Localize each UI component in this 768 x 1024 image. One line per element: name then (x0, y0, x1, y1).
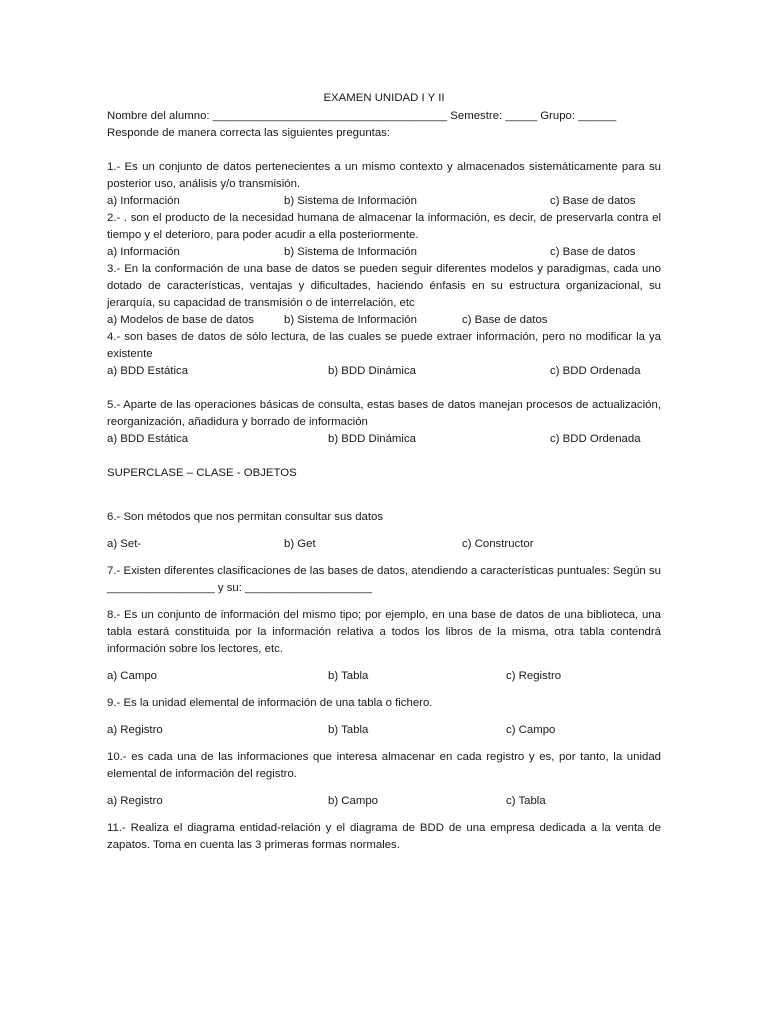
instructions: Responde de manera correcta las siguientes preguntas: (107, 127, 391, 139)
option-c: c) BDD Ordenada (550, 433, 641, 445)
question-6-options (107, 536, 661, 553)
question-7: 7.- Existen diferentes clasificaciones de las bases de datos, atendiendo a características puntuales: Según su _________________ y su: ____________________ (107, 565, 661, 594)
option-b: b) BDD Dinámica (328, 433, 416, 445)
question-9-options (107, 722, 661, 739)
question-11: 11.- Realiza el diagrama entidad-relación y el diagrama de BDD de una empresa dedicada a la venta de zapatos. Toma en cuenta las 3 primeras formas normales. (107, 822, 661, 851)
student-info-line: Nombre del alumno: _____________________________________ Semestre: _____ Grupo: ______ (107, 110, 617, 122)
option-c: c) Base de datos (462, 314, 548, 326)
option-a: a) Set- (107, 538, 142, 550)
option-b: b) Tabla (328, 670, 369, 682)
question-2: 2.- . son el producto de la necesidad humana de almacenar la información, es decir, de preservarla contra el tiempo y el deterioro, para poder acudir a ella posteriormente. (107, 212, 661, 241)
question-3: 3.- En la conformación de una base de datos se pueden seguir diferentes modelos y paradigmas, cada uno dotado de características, ventajas y dificultades, haciendo énfasis en su estructura organizacional, su jerarquía, su capacidad de transmisión o de interrelación, etc (107, 263, 661, 309)
question-4: 4.- son bases de datos de sólo lectura, de las cuales se puede extraer información, pero no modificar la ya existente (107, 331, 661, 360)
option-c: c) Campo (506, 724, 556, 736)
option-b: b) Tabla (328, 724, 369, 736)
question-3-options (107, 312, 661, 329)
question-1-options (107, 193, 661, 210)
option-a: a) Información (107, 195, 180, 207)
option-a: a) Modelos de base de datos (107, 314, 254, 326)
option-b: b) Campo (328, 795, 379, 807)
question-10: 10.- es cada una de las informaciones que interesa almacenar en cada registro y es, por tanto, la unidad elemental de información del registro. (107, 751, 661, 780)
question-4-options (107, 363, 661, 380)
option-c: c) Registro (506, 670, 562, 682)
option-b: b) Get (284, 538, 316, 550)
option-a: a) BDD Estática (107, 433, 189, 445)
question-6: 6.- Son métodos que nos permitan consultar sus datos (107, 511, 384, 523)
option-c: c) Base de datos (550, 195, 636, 207)
option-a: a) Campo (107, 670, 158, 682)
question-5-options (107, 431, 661, 448)
question-1: 1.- Es un conjunto de datos pertenecientes a un mismo contexto y almacenados sistemáticamente para su posterior uso, análisis y/o transmisión. (107, 161, 661, 190)
question-9: 9.- Es la unidad elemental de información de una tabla o fichero. (107, 697, 433, 709)
exam-title: EXAMEN UNIDAD I Y II (323, 92, 445, 104)
exam-page (107, 90, 661, 854)
option-c: c) Tabla (506, 795, 546, 807)
option-b: b) BDD Dinámica (328, 365, 416, 377)
option-c: c) Base de datos (550, 246, 636, 258)
option-c: c) BDD Ordenada (550, 365, 641, 377)
question-5: 5.- Aparte de las operaciones básicas de consulta, estas bases de datos manejan procesos de actualización, reorganización, añadidura y borrado de información (107, 399, 661, 428)
option-b: b) Sistema de Información (284, 246, 417, 258)
section-heading: SUPERCLASE – CLASE - OBJETOS (107, 467, 297, 479)
option-a: a) Registro (107, 795, 163, 807)
option-a: a) Registro (107, 724, 163, 736)
question-10-options (107, 793, 661, 810)
option-c: c) Constructor (462, 538, 534, 550)
question-2-options (107, 244, 661, 261)
option-a: a) BDD Estática (107, 365, 189, 377)
option-b: b) Sistema de Información (284, 195, 417, 207)
question-8-options (107, 668, 661, 685)
option-a: a) Información (107, 246, 180, 258)
question-8: 8.- Es un conjunto de información del mismo tipo; por ejemplo, en una base de datos de una biblioteca, una tabla estará constituida por la información relativa a todos los libros de la misma, otra tabla contendrá información sobre los lectores, etc. (107, 609, 661, 655)
option-b: b) Sistema de Información (284, 314, 417, 326)
